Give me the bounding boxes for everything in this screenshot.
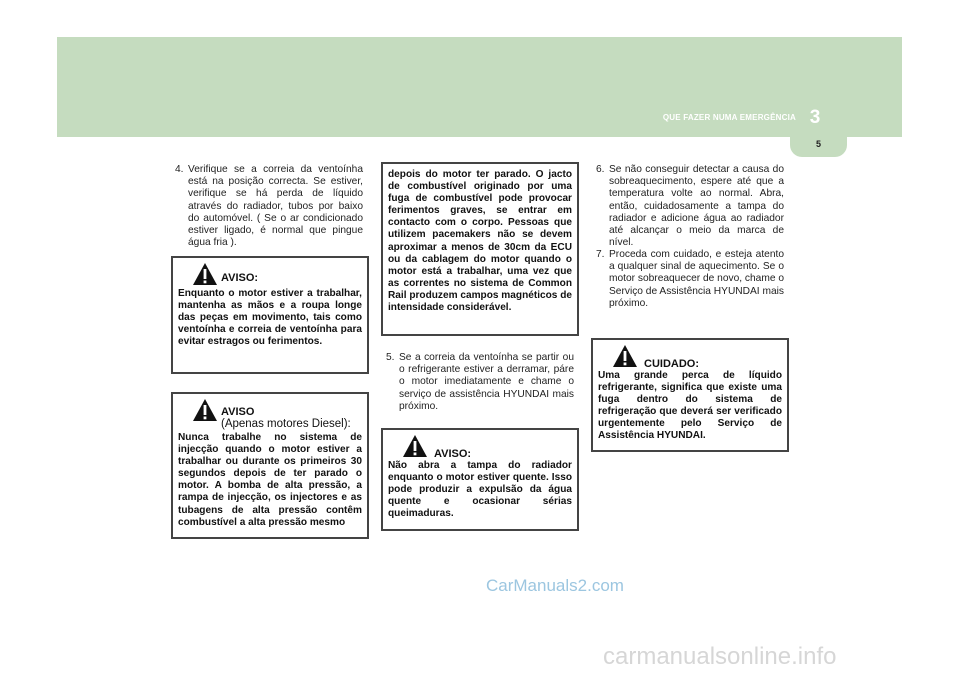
header-band bbox=[57, 37, 902, 137]
step-text: Se a correia da ventoínha se partir ou o refrigerante estiver a derramar, páre o motor imediatamente e chame o serviço de assistência HYUNDAI mais próximo. bbox=[399, 352, 574, 412]
warning-body: Não abra a tampa do radiador enquanto o motor estiver quente. Isso pode produzir a expulsão da água quente e ocasionar sérias queimaduras. bbox=[388, 460, 572, 520]
warning-title: AVISO: bbox=[434, 448, 472, 460]
exclamation-triangle-icon bbox=[612, 344, 638, 368]
warning-title bbox=[221, 406, 351, 430]
step-5 bbox=[386, 352, 574, 413]
warning-box-radiador bbox=[381, 428, 579, 531]
warning-box-diesel bbox=[171, 392, 369, 539]
warning-body: Nunca trabalhe no sistema de injecção quando o motor estiver a trabalhar ou durante os primeiros 30 segundos depois de ter parado o motor. A bomba de alta pressão, a rampa de injecção, os injectores e as tubagens de alta pressão contêm combustível a alta pressão mesmo bbox=[178, 432, 362, 528]
warning-title: AVISO: bbox=[221, 272, 259, 284]
warning-title-main: AVISO bbox=[221, 406, 255, 418]
exclamation-triangle-icon bbox=[192, 262, 218, 286]
warning-subtitle: (Apenas motores Diesel): bbox=[221, 418, 351, 430]
step-text: Se não conseguir detectar a causa do sobreaquecimento, espere até que a temperatura volte ao normal. Abra, então, cuidadosamente a tampa do radiador e adicione água ao radiador até alcançar o meio da marca de nível. bbox=[609, 164, 784, 249]
exclamation-triangle-icon bbox=[192, 398, 218, 422]
watermark-carmanualsonline: carmanualsonline.info bbox=[603, 643, 837, 670]
chapter-number: 3 bbox=[809, 107, 821, 128]
step-number: 6. bbox=[596, 164, 605, 175]
step-text: Verifique se a correia da ventoínha está na posição correcta. Se estiver, verifique se há perda de líquido através do radiador, tubos por baixo do automóvel. ( Se o ar condicionado estiver ligado, é normal que pingue água fria ). bbox=[188, 164, 363, 249]
warning-body: Enquanto o motor estiver a trabalhar, mantenha as mãos e a roupa longe das peças em movimento, tais como ventoínha e correia de ventoínha para evitar estragos ou ferimentos. bbox=[178, 288, 362, 348]
warning-body: Uma grande perca de líquido refrigerante, significa que existe uma fuga dentro do sistema de refrigeração que deverá ser verificado urgentemente pelo Serviço de Assistência HYUNDAI. bbox=[598, 370, 782, 442]
step-text: Proceda com cuidado, e esteja atento a qualquer sinal de aquecimento. Se o motor sobreaquecer de novo, chame o Serviço de Assistência HYUNDAI mais próximo. bbox=[609, 249, 784, 309]
step-number: 4. bbox=[175, 164, 184, 175]
warning-title: CUIDADO: bbox=[644, 358, 699, 370]
warning-box-diesel-continued bbox=[381, 162, 579, 336]
warning-body: depois do motor ter parado. O jacto de combustível originado por uma fuga de combustível pode provocar ferimentos graves, se entrar em contacto com o corpo. Pessoas que utilizem pacemakers não se devem aproximar a menos de 30cm da ECU ou da cablagem do motor quando o motor está a trabalhar, uma vez que as correntes no sistema de Common Rail produzem campos magnéticos de intensidade considerável. bbox=[388, 169, 572, 314]
warning-box-moving-parts bbox=[171, 256, 369, 374]
watermark-carmanuals2: CarManuals2.com bbox=[486, 576, 624, 595]
page-number: 5 bbox=[815, 139, 821, 149]
section-title: QUE FAZER NUMA EMERGÊNCIA bbox=[662, 113, 796, 122]
step-4 bbox=[175, 164, 363, 249]
warning-box-cuidado bbox=[591, 338, 789, 452]
step-number: 5. bbox=[386, 352, 395, 363]
step-number: 7. bbox=[596, 249, 605, 260]
step-7 bbox=[596, 249, 784, 310]
exclamation-triangle-icon bbox=[402, 434, 428, 458]
step-6 bbox=[596, 164, 784, 249]
